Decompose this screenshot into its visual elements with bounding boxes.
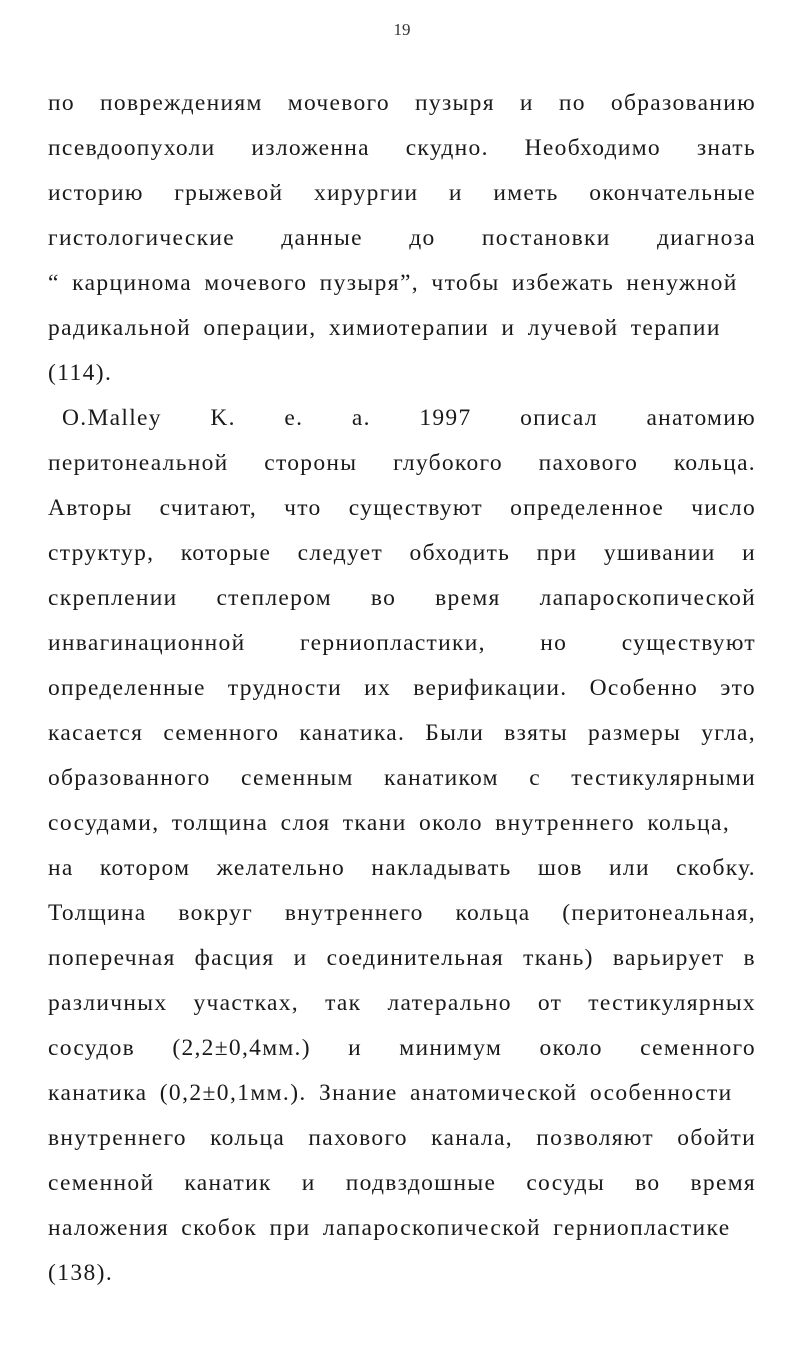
document-body xyxy=(48,84,756,1299)
text-line: касается семенного канатика. Были взяты размеры угла, xyxy=(48,720,756,746)
text-line: определенные трудности их верификации. Особенно это xyxy=(48,675,756,701)
text-line: сосудов (2,2±0,4мм.) и минимум около семенного xyxy=(48,1035,756,1061)
text-line: (138). xyxy=(48,1260,114,1286)
text-line: O.Malley K. e. a. 1997 описал анатомию xyxy=(62,405,756,431)
text-line: поперечная фасция и соединительная ткань) варьирует в xyxy=(48,945,756,971)
text-line: на котором желательно накладывать шов или скобку. xyxy=(48,855,756,881)
text-line: Толщина вокруг внутреннего кольца (перитонеальная, xyxy=(48,900,756,926)
text-line: скреплении степлером во время лапароскопической xyxy=(48,585,756,611)
text-line: “ карцинома мочевого пузыря”, чтобы избежать ненужной xyxy=(48,270,738,296)
paragraph xyxy=(48,84,756,399)
text-line: Авторы считают, что существуют определенное число xyxy=(48,495,756,521)
text-line: наложения скобок при лапароскопической герниопластике xyxy=(48,1215,731,1241)
text-line: структур, которые следует обходить при ушивании и xyxy=(48,540,756,566)
text-line: внутреннего кольца пахового канала, позволяют обойти xyxy=(48,1125,756,1151)
text-line: различных участках, так латерально от тестикулярных xyxy=(48,990,756,1016)
text-line: образованного семенным канатиком с тестикулярными xyxy=(48,765,756,791)
text-line: псевдоопухоли изложенна скудно. Необходимо знать xyxy=(48,135,756,161)
text-line: семенной канатик и подвздошные сосуды во время xyxy=(48,1170,756,1196)
text-line: по повреждениям мочевого пузыря и по образованию xyxy=(48,90,756,116)
text-line: историю грыжевой хирургии и иметь окончательные xyxy=(48,180,756,206)
text-line: радикальной операции, химиотерапии и лучевой терапии xyxy=(48,315,721,341)
paragraph xyxy=(48,399,756,1299)
text-line: перитонеальной стороны глубокого пахового кольца. xyxy=(48,450,756,476)
text-line: сосудами, толщина слоя ткани около внутреннего кольца, xyxy=(48,810,731,836)
text-line: канатика (0,2±0,1мм.). Знание анатомической особенности xyxy=(48,1080,733,1106)
page-number: 19 xyxy=(393,20,411,39)
text-line: гистологические данные до постановки диагноза xyxy=(48,225,756,251)
text-line: (114). xyxy=(48,360,113,386)
text-line: инвагинационной герниопластики, но существуют xyxy=(48,630,756,656)
